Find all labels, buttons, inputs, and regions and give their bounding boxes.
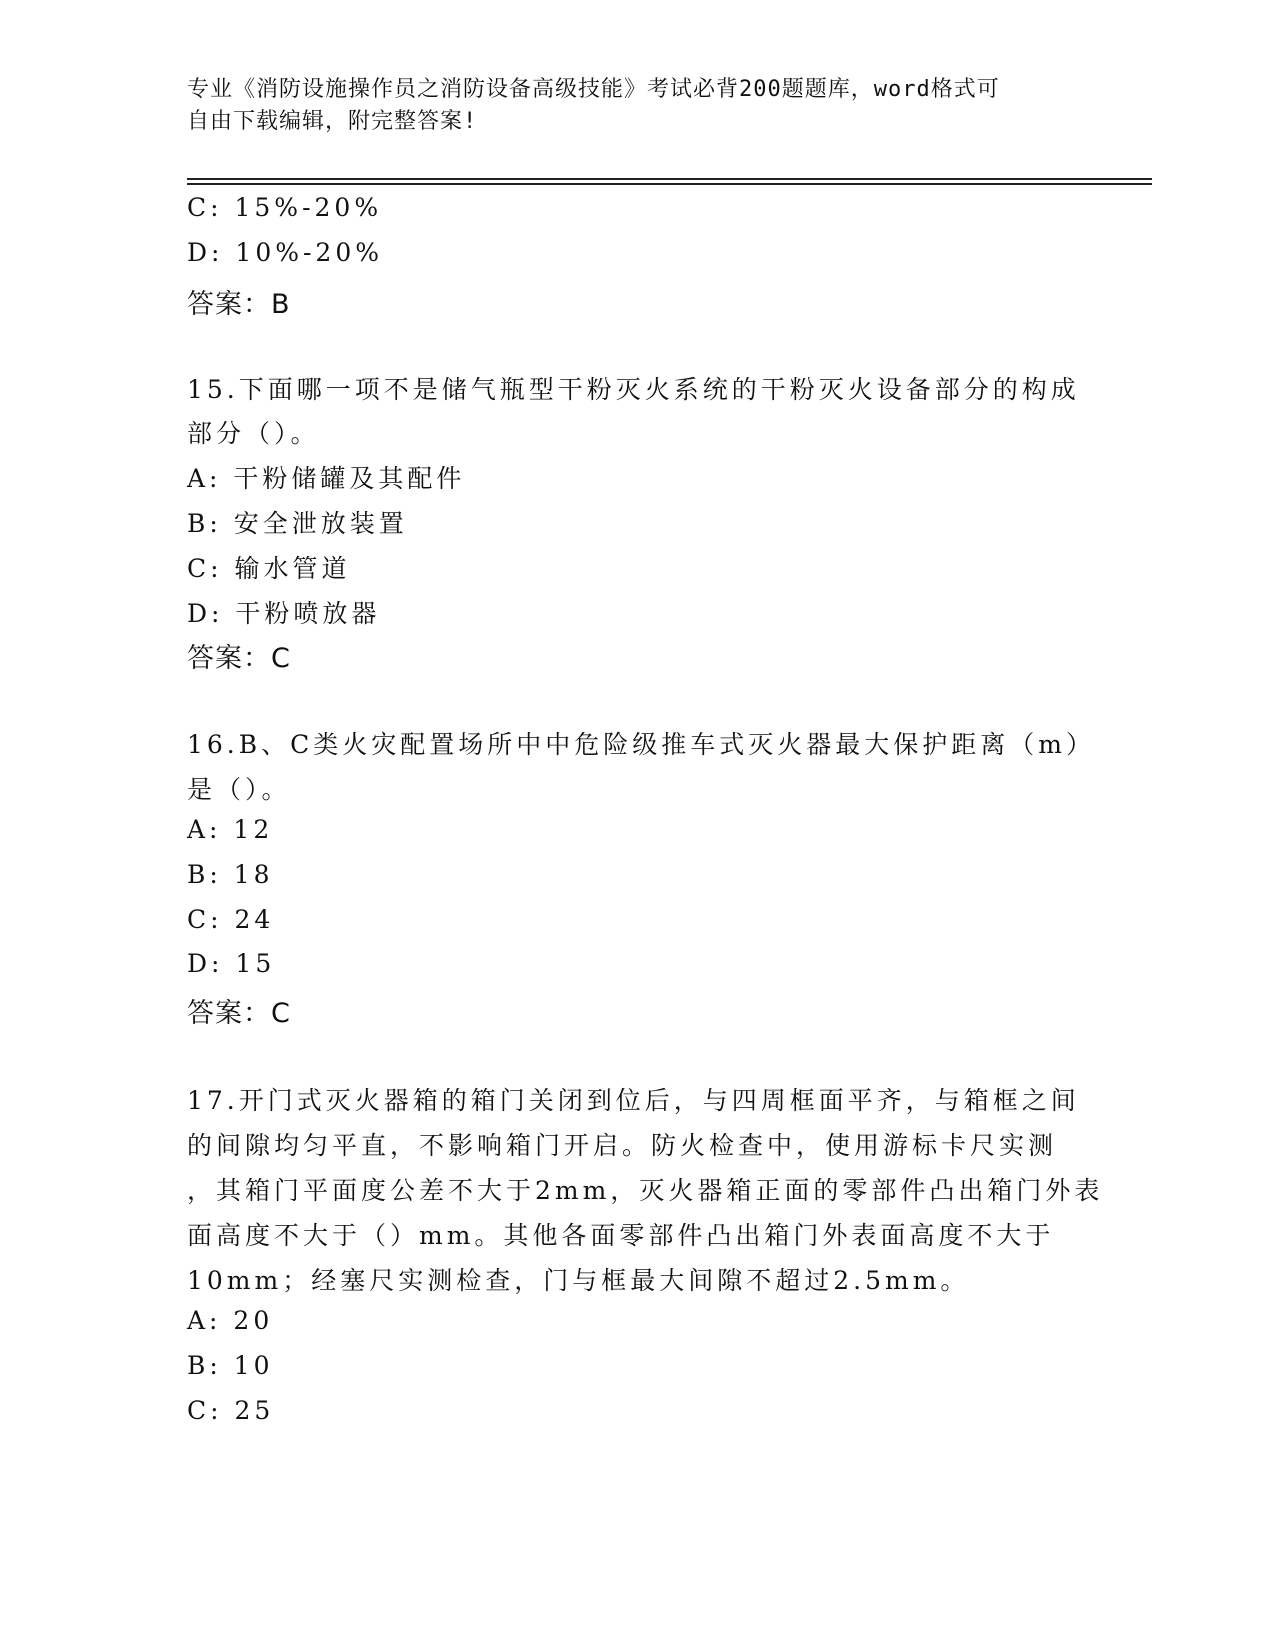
question-17-stem-line-1: 17.开门式灭火器箱的箱门关闭到位后，与四周框面平齐，与箱框之间 xyxy=(187,1086,1080,1115)
question-17-stem-line-2: 的间隙均匀平直，不影响箱门开启。防火检查中，使用游标卡尺实测 xyxy=(187,1131,1058,1160)
question-17-stem-line-3: ，其箱门平面度公差不大于2mm，灭火器箱正面的零部件凸出箱门外表 xyxy=(187,1176,1104,1205)
question-15-option-d: D: 干粉喷放器 xyxy=(187,599,381,628)
question-16-option-a: A: 12 xyxy=(187,815,274,844)
question-17-stem-line-4: 面高度不大于（）mm。其他各面零部件凸出箱门外表面高度不大于 xyxy=(187,1221,1055,1250)
carry-over-answer: 答案：B xyxy=(187,289,291,320)
header-title-line-1: 专业《消防设施操作员之消防设备高级技能》考试必背200题题库，word格式可 xyxy=(187,77,1000,102)
question-15-option-b: B: 安全泄放装置 xyxy=(187,509,408,538)
carry-over-option-c: C: 15%-20% xyxy=(187,193,383,222)
carry-over-option-d: D: 10%-20% xyxy=(187,238,383,267)
header-divider-bottom xyxy=(187,183,1152,185)
question-16-answer: 答案：C xyxy=(187,998,291,1029)
question-15-option-a: A: 干粉储罐及其配件 xyxy=(187,464,466,493)
question-15-answer: 答案：C xyxy=(187,643,291,674)
question-15-option-c: C: 输水管道 xyxy=(187,554,351,583)
question-17-option-a: A: 20 xyxy=(187,1306,274,1335)
question-17-stem-line-5: 10mm；经塞尺实测检查，门与框最大间隙不超过2.5mm。 xyxy=(187,1266,970,1295)
header-title-line-2: 自由下载编辑，附完整答案! xyxy=(187,109,478,134)
question-16-stem-line-2: 是（）。 xyxy=(187,775,291,804)
question-16-option-d: D: 15 xyxy=(187,949,276,978)
question-16-option-b: B: 18 xyxy=(187,860,274,889)
question-17-option-b: B: 10 xyxy=(187,1351,274,1380)
question-17-option-c: C: 25 xyxy=(187,1396,275,1425)
header-divider-top xyxy=(187,178,1152,180)
question-15-stem-line-1: 15.下面哪一项不是储气瓶型干粉灭火系统的干粉灭火设备部分的构成 xyxy=(187,375,1080,404)
question-15-stem-line-2: 部分（）。 xyxy=(187,419,320,448)
question-16-option-c: C: 24 xyxy=(187,905,275,934)
question-16-stem-line-1: 16.B、C类火灾配置场所中中危险级推车式灭火器最大保护距离（m） xyxy=(187,730,1095,759)
page-header xyxy=(187,74,1067,138)
